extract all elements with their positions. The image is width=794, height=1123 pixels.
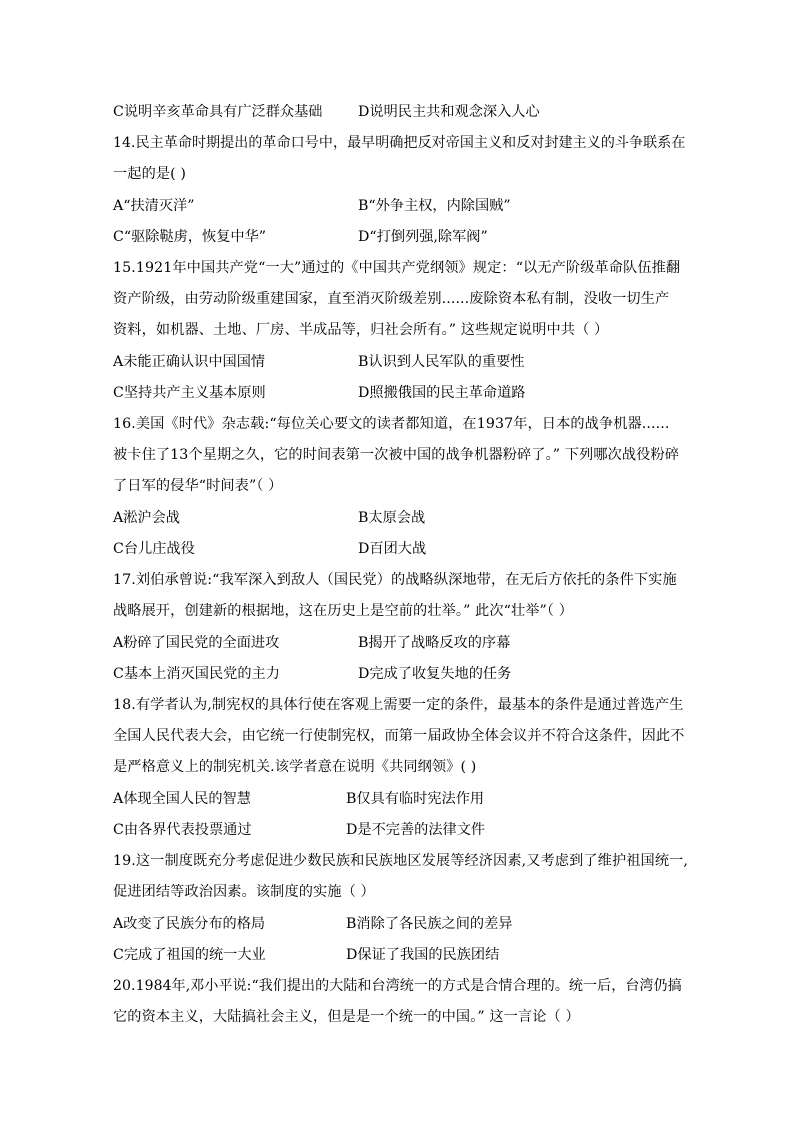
q15-option-c: C坚持共产主义基本原则 bbox=[113, 385, 266, 401]
q18-stem-line-2: 全国人民代表大会，由它统一行使制宪权，而第一届政协全体会议并不符合这条件，因此不 bbox=[113, 728, 685, 744]
q15-option-a: A未能正确认识中国国情 bbox=[113, 354, 266, 370]
q17-option-b: B揭开了战略反攻的序幕 bbox=[358, 635, 511, 651]
q18-option-b: B仅具有临时宪法作用 bbox=[346, 791, 485, 807]
q14-stem-line-1: 14.民主革命时期提出的革命口号中，最早明确把反对帝国主义和反对封建主义的斗争联系在 bbox=[113, 135, 686, 151]
q17-stem-line-2: 战略展开，创建新的根据地，这在历史上是空前的壮举。” 此次“壮举”（ ） bbox=[113, 603, 573, 619]
q20-stem-line-2: 它的资本主义，大陆搞社会主义，但是是一个统一的中国。” 这一言论（ ） bbox=[113, 1009, 580, 1025]
q16-option-b: B太原会战 bbox=[358, 510, 426, 526]
q15-option-d: D照搬俄国的民主革命道路 bbox=[358, 385, 526, 401]
q14-option-a: A“扶清灭洋” bbox=[113, 198, 195, 214]
q16-stem-line-2: 被卡住了13个星期之久，它的时间表第一次被中国的战争机器粉碎了。” 下列哪次战役粉碎 bbox=[113, 447, 680, 463]
q20-stem-line-1: 20.1984年,邓小平说:“我们提出的大陆和台湾统一的方式是合情合理的。统一后，台湾仍搞 bbox=[113, 978, 682, 994]
q15-stem-line-3: 资料，如机器、土地、厂房、半成品等，归社会所有。” 这些规定说明中共（ ） bbox=[113, 322, 609, 338]
q15-stem-line-1: 15.1921年中国共产党“一大”通过的《中国共产党纲领》规定：“以无产阶级革命队伍推翻 bbox=[113, 260, 681, 276]
q16-stem-line-3: 了日军的侵华“时间表”（ ） bbox=[113, 478, 283, 494]
q19-option-a: A改变了民族分布的格局 bbox=[113, 916, 266, 932]
q19-option-b: B消除了各民族之间的差异 bbox=[346, 916, 513, 932]
q18-option-d: D是不完善的法律文件 bbox=[346, 822, 486, 838]
q17-option-a: A粉碎了国民党的全面进攻 bbox=[113, 635, 280, 651]
q16-option-c: C台儿庄战役 bbox=[113, 541, 195, 557]
q16-option-a: A淞沪会战 bbox=[113, 510, 180, 526]
q14-option-d: D“打倒列强,除军阀” bbox=[358, 229, 488, 245]
q19-option-c: C完成了祖国的统一大业 bbox=[113, 947, 266, 963]
q15-option-b: B认识到人民军队的重要性 bbox=[358, 354, 525, 370]
q19-stem-line-1: 19.这一制度既充分考虑促进少数民族和民族地区发展等经济因素,又考虑到了维护祖国统一, bbox=[113, 853, 689, 869]
q17-stem-line-1: 17.刘伯承曾说:“我军深入到敌人（国民党）的战略纵深地带，在无后方依托的条件下实施 bbox=[113, 572, 677, 588]
q16-option-d: D百团大战 bbox=[358, 541, 427, 557]
q16-stem-line-1: 16.美国《时代》杂志载:“每位关心要文的读者都知道，在1937年，日本的战争机器...... bbox=[113, 416, 670, 432]
q13-option-c: C说明辛亥革命具有广泛群众基础 bbox=[113, 104, 323, 120]
q14-stem-line-2: 一起的是( ) bbox=[113, 166, 187, 182]
q17-option-c: C基本上消灭国民党的主力 bbox=[113, 666, 280, 682]
q19-option-d: D保证了我国的民族团结 bbox=[346, 947, 500, 963]
q14-option-b: B“外争主权，内除国贼” bbox=[358, 198, 511, 214]
q14-option-c: C“驱除鞑虏，恢复中华” bbox=[113, 229, 267, 245]
q13-option-d: D说明民主共和观念深入人心 bbox=[358, 104, 540, 120]
q18-stem-line-3: 是严格意义上的制宪机关.该学者意在说明《共同纲领》( ) bbox=[113, 759, 477, 775]
q18-option-c: C由各界代表投票通过 bbox=[113, 822, 252, 838]
q18-option-a: A体现全国人民的智慧 bbox=[113, 791, 251, 807]
q18-stem-line-1: 18.有学者认为,制宪权的具体行使在客观上需要一定的条件，最基本的条件是通过普选产生 bbox=[113, 697, 684, 713]
q19-stem-line-2: 促进团结等政治因素。该制度的实施（ ） bbox=[113, 884, 375, 900]
q15-stem-line-2: 资产阶级，由劳动阶级重建国家，直至消灭阶级差别......废除资本私有制，没收一切生产 bbox=[113, 291, 670, 307]
q17-option-d: D完成了收复失地的任务 bbox=[358, 666, 512, 682]
